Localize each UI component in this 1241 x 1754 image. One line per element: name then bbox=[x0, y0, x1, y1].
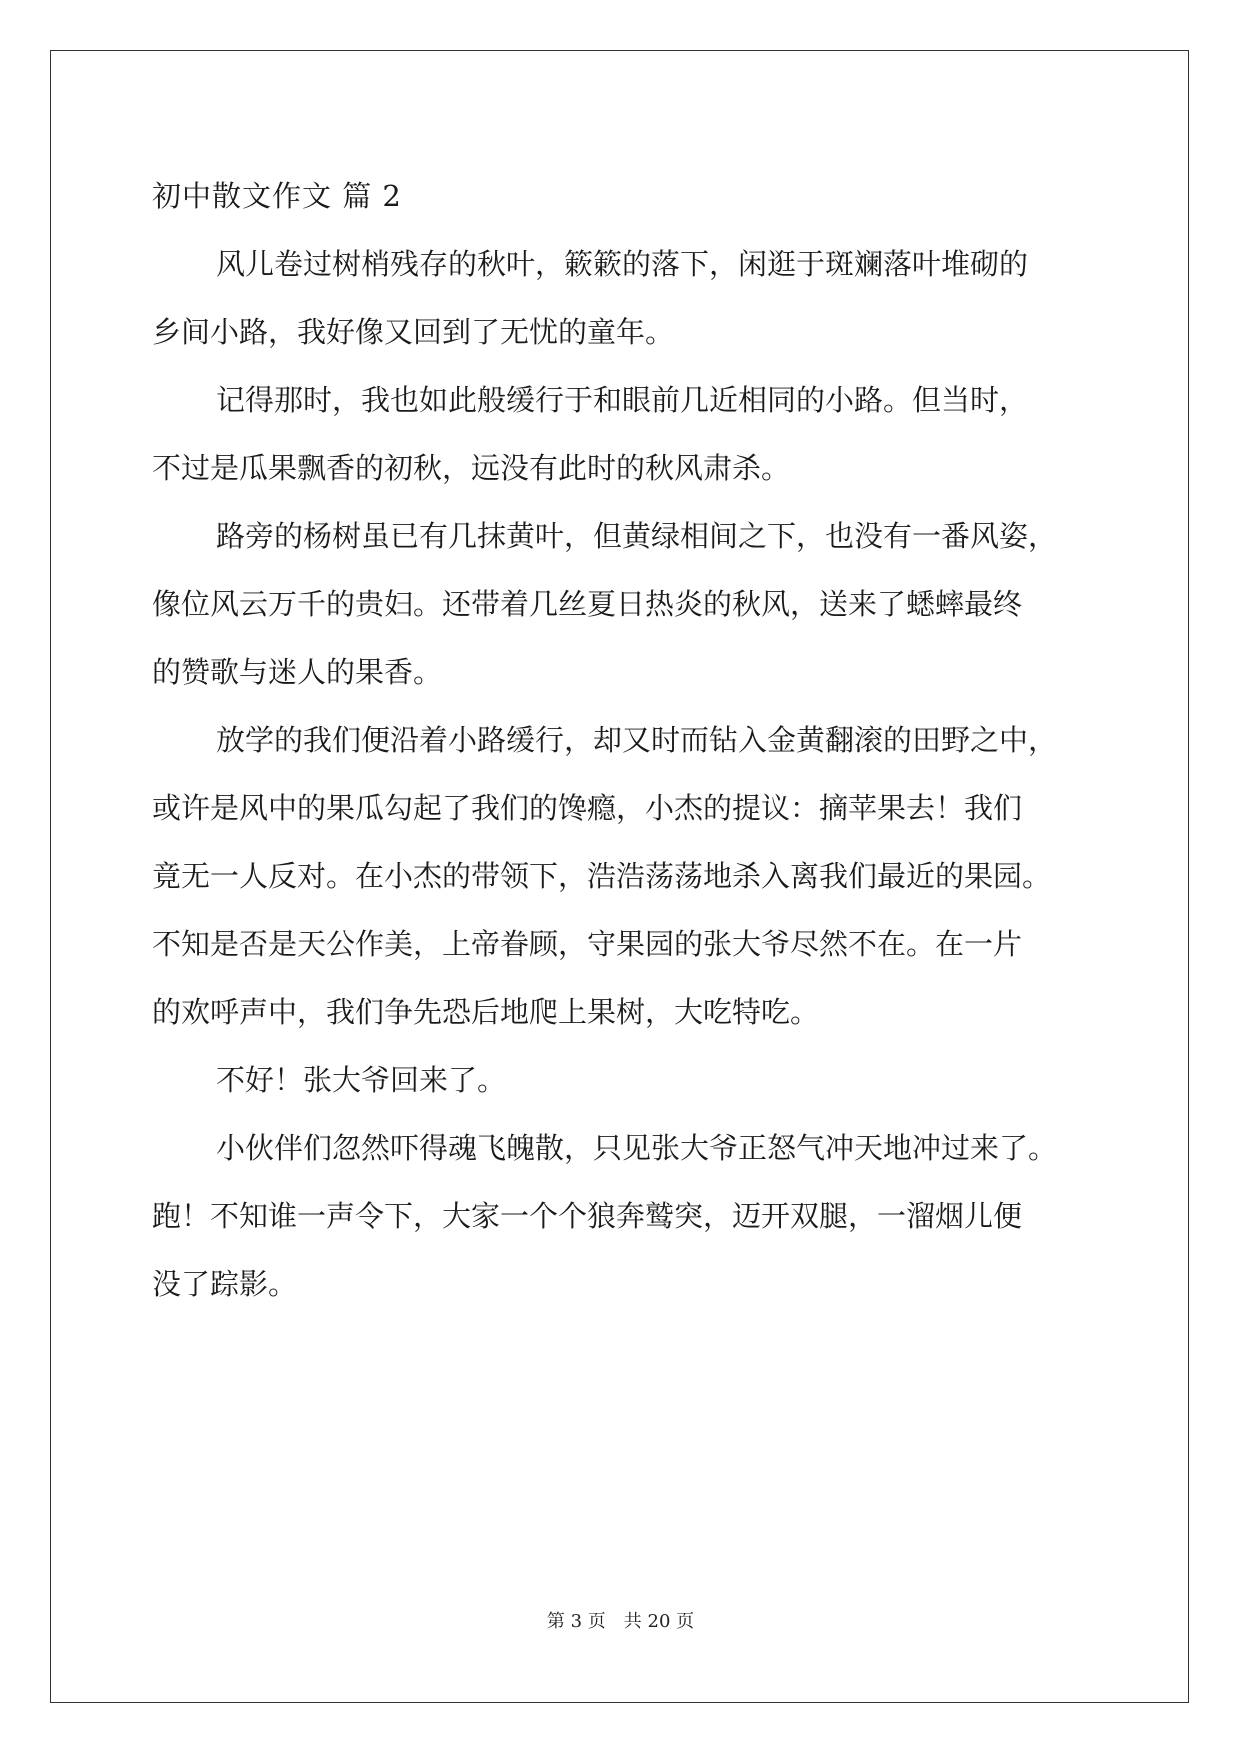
section-heading: 初中散文作文 篇 2 bbox=[152, 179, 402, 213]
document-body bbox=[152, 162, 1092, 1318]
paragraph-line: 风儿卷过树梢残存的秋叶，簌簌的落下，闲逛于斑斓落叶堆砌的 bbox=[216, 247, 1029, 281]
paragraph-line: 的欢呼声中，我们争先恐后地爬上果树，大吃特吃。 bbox=[152, 995, 820, 1029]
paragraph-line: 跑！不知谁一声令下，大家一个个狼奔鹫突，迈开双腿，一溜烟儿便 bbox=[152, 1199, 1023, 1233]
paragraph-line: 不好！张大爷回来了。 bbox=[216, 1063, 507, 1097]
paragraph-line: 放学的我们便沿着小路缓行，却又时而钻入金黄翻滚的田野之中， bbox=[216, 723, 1058, 757]
page-footer bbox=[0, 1610, 1241, 1634]
paragraph-line: 乡间小路，我好像又回到了无忧的童年。 bbox=[152, 315, 675, 349]
paragraph-line: 记得那时，我也如此般缓行于和眼前几近相同的小路。但当时， bbox=[216, 383, 1029, 417]
paragraph-line: 竟无一人反对。在小杰的带领下，浩浩荡荡地杀入离我们最近的果园。 bbox=[152, 859, 1052, 893]
paragraph-line: 的赞歌与迷人的果香。 bbox=[152, 655, 443, 689]
paragraph-list bbox=[152, 230, 1092, 1318]
paragraph-line: 像位风云万千的贵妇。还带着几丝夏日热炎的秋风，送来了蟋蟀最终 bbox=[152, 587, 1023, 621]
paragraph bbox=[152, 502, 1092, 706]
paragraph-line: 或许是风中的果瓜勾起了我们的馋瘾，小杰的提议：摘苹果去！我们 bbox=[152, 791, 1023, 825]
paragraph bbox=[152, 366, 1092, 502]
paragraph-line: 路旁的杨树虽已有几抹黄叶，但黄绿相间之下，也没有一番风姿， bbox=[216, 519, 1058, 553]
paragraph bbox=[152, 1046, 1092, 1114]
paragraph bbox=[152, 1114, 1092, 1318]
page-number: 第 3 页 共 20 页 bbox=[546, 1611, 695, 1632]
paragraph-line: 没了踪影。 bbox=[152, 1267, 298, 1301]
paragraph bbox=[152, 230, 1092, 366]
paragraph bbox=[152, 706, 1092, 1046]
paragraph-line: 不过是瓜果飘香的初秋，远没有此时的秋风肃杀。 bbox=[152, 451, 791, 485]
paragraph-line: 不知是否是天公作美，上帝眷顾，守果园的张大爷尽然不在。在一片 bbox=[152, 927, 1023, 961]
paragraph-line: 小伙伴们忽然吓得魂飞魄散，只见张大爷正怒气冲天地冲过来了。 bbox=[216, 1131, 1058, 1165]
